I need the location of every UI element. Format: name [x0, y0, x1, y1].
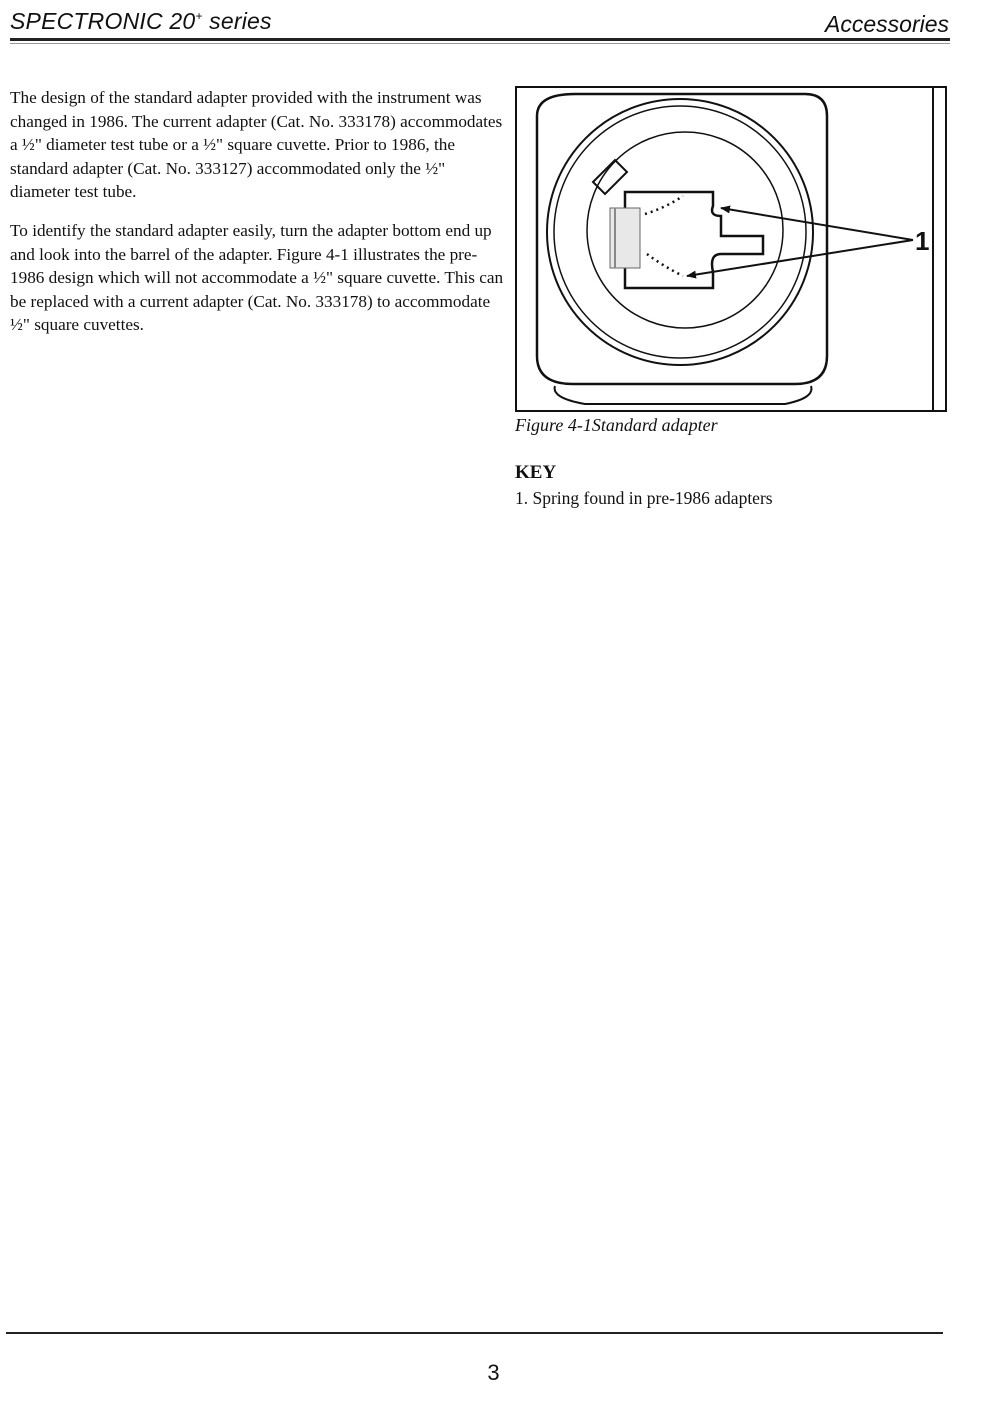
key-title: KEY: [515, 462, 557, 483]
header-title: [10, 8, 272, 35]
figure-caption: Figure 4-1Standard adapter: [515, 415, 718, 435]
footer-rule: [6, 1332, 943, 1334]
paragraph-adapter-history: The design of the standard adapter provided with the instrument was changed in 1986. The current adapter (Cat. No. 333178) accommodates a ½" diameter test tube or a ½" square cuvette. Prior to 1986, the standard adapter (Cat. No. 333127) accommodated only the ½" diameter test tube.: [10, 88, 503, 202]
page-number: 3: [487, 1360, 500, 1385]
header-rule: [10, 38, 950, 41]
paragraph-identify-adapter: To identify the standard adapter easily, turn the adapter bottom end up and look into the barrel of the adapter. Figure 4-1 illustrates the pre-1986 design which will not accommodate a ½" square cuvette. This can be replaced with a current adapter (Cat. No. 333178) to accommodate ½" square cuvettes.: [10, 220, 504, 335]
body-text: [10, 86, 505, 352]
header-title-main: SPECTRONIC 20: [10, 8, 196, 34]
callout-label: 1: [915, 226, 930, 256]
key-item: 1. Spring found in pre-1986 adapters: [515, 488, 773, 508]
header-title-superscript: +: [195, 9, 203, 23]
figure-standard-adapter: [515, 86, 947, 412]
header-section: Accessories: [825, 11, 949, 37]
adapter-illustration: [515, 86, 947, 412]
header-title-tail: series: [202, 8, 272, 34]
header-rule-thin: [10, 43, 950, 44]
